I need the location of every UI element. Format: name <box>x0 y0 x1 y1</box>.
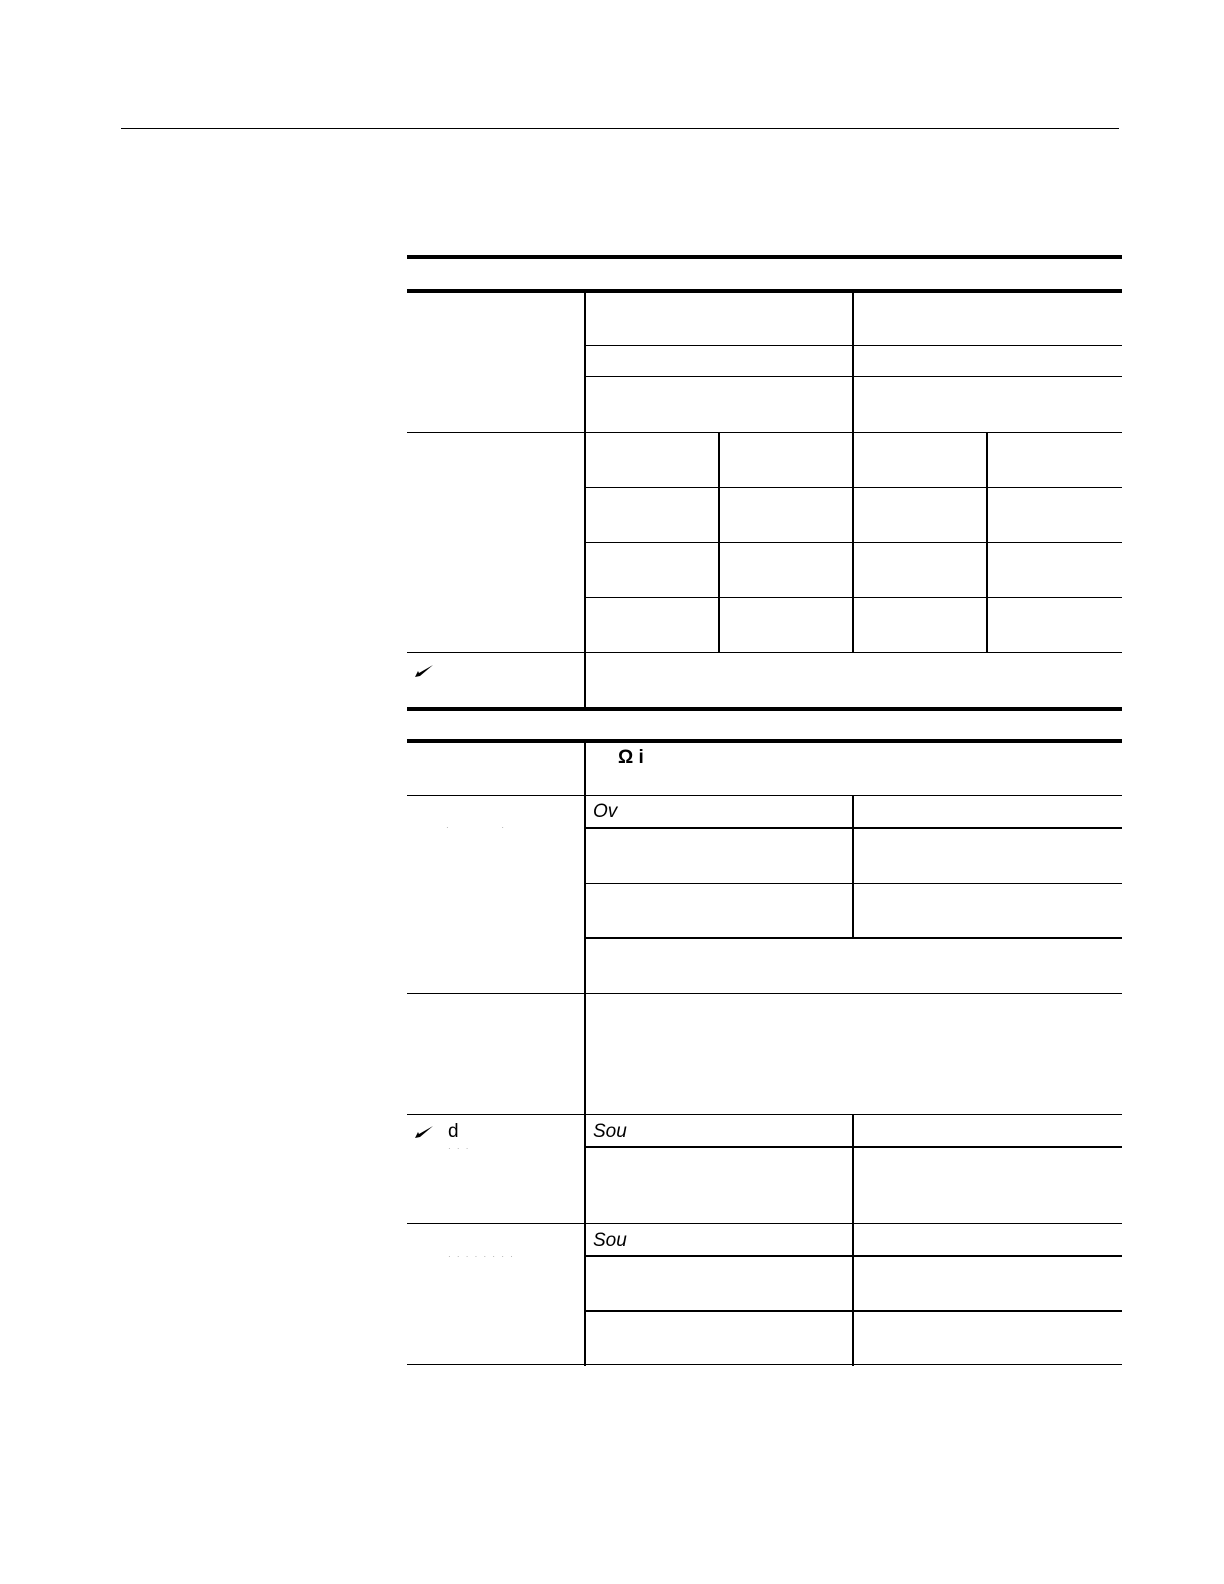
table2-row-rule <box>586 883 1122 884</box>
table2-col-divider-main <box>584 743 586 1366</box>
table1-row-rule <box>407 652 1122 653</box>
table2-row-rule <box>586 1310 1122 1312</box>
table1-row-rule <box>586 345 1122 346</box>
table1-row-rule <box>586 597 1122 598</box>
sou-label-2: Sou <box>593 1230 627 1251</box>
table1-col-divider-left-grid <box>718 433 720 653</box>
table1-row-rule <box>407 432 1122 433</box>
faint-label: · · · <box>448 1144 471 1153</box>
faint-label: · · <box>446 823 506 832</box>
header-rule <box>121 128 1119 129</box>
table1-col-divider-mid-grid <box>852 433 854 653</box>
table2-col-divider-mid <box>852 1115 854 1223</box>
d-label: d <box>448 1121 459 1142</box>
sou-label-1: Sou <box>593 1121 627 1142</box>
table2-row-rule <box>586 937 1122 939</box>
faint-label: · · · · · · · · <box>448 1252 515 1261</box>
table1-col-divider-right-grid <box>986 433 988 653</box>
table2-col-divider-mid <box>852 796 854 938</box>
omega-text: Ω i <box>618 747 644 768</box>
ov-label: Ov <box>593 801 618 822</box>
table1-bottom-rule <box>407 707 1122 711</box>
table1-row-rule <box>586 376 1122 377</box>
table2-row-rule <box>407 1223 1122 1224</box>
table1-header-rule <box>407 289 1122 293</box>
table2-top-rule <box>407 739 1122 743</box>
table1-col-divider-mid <box>852 293 854 432</box>
table2-row-rule <box>407 1114 1122 1115</box>
table2-row-rule <box>586 1146 1122 1148</box>
check-mark-icon <box>414 664 434 678</box>
table2-row-rule <box>586 1255 1122 1257</box>
table1-row-rule <box>586 542 1122 543</box>
table2-row-rule <box>407 795 1122 796</box>
table1-col-divider-main <box>584 293 586 708</box>
table2-bottom-rule <box>407 1364 1122 1365</box>
table2-col-divider-mid <box>852 1224 854 1366</box>
check-mark-icon <box>414 1125 434 1139</box>
table1-row-rule <box>586 487 1122 488</box>
table1-top-rule <box>407 255 1122 259</box>
table2-row-rule <box>407 993 1122 994</box>
table2-row-rule <box>586 827 1122 829</box>
